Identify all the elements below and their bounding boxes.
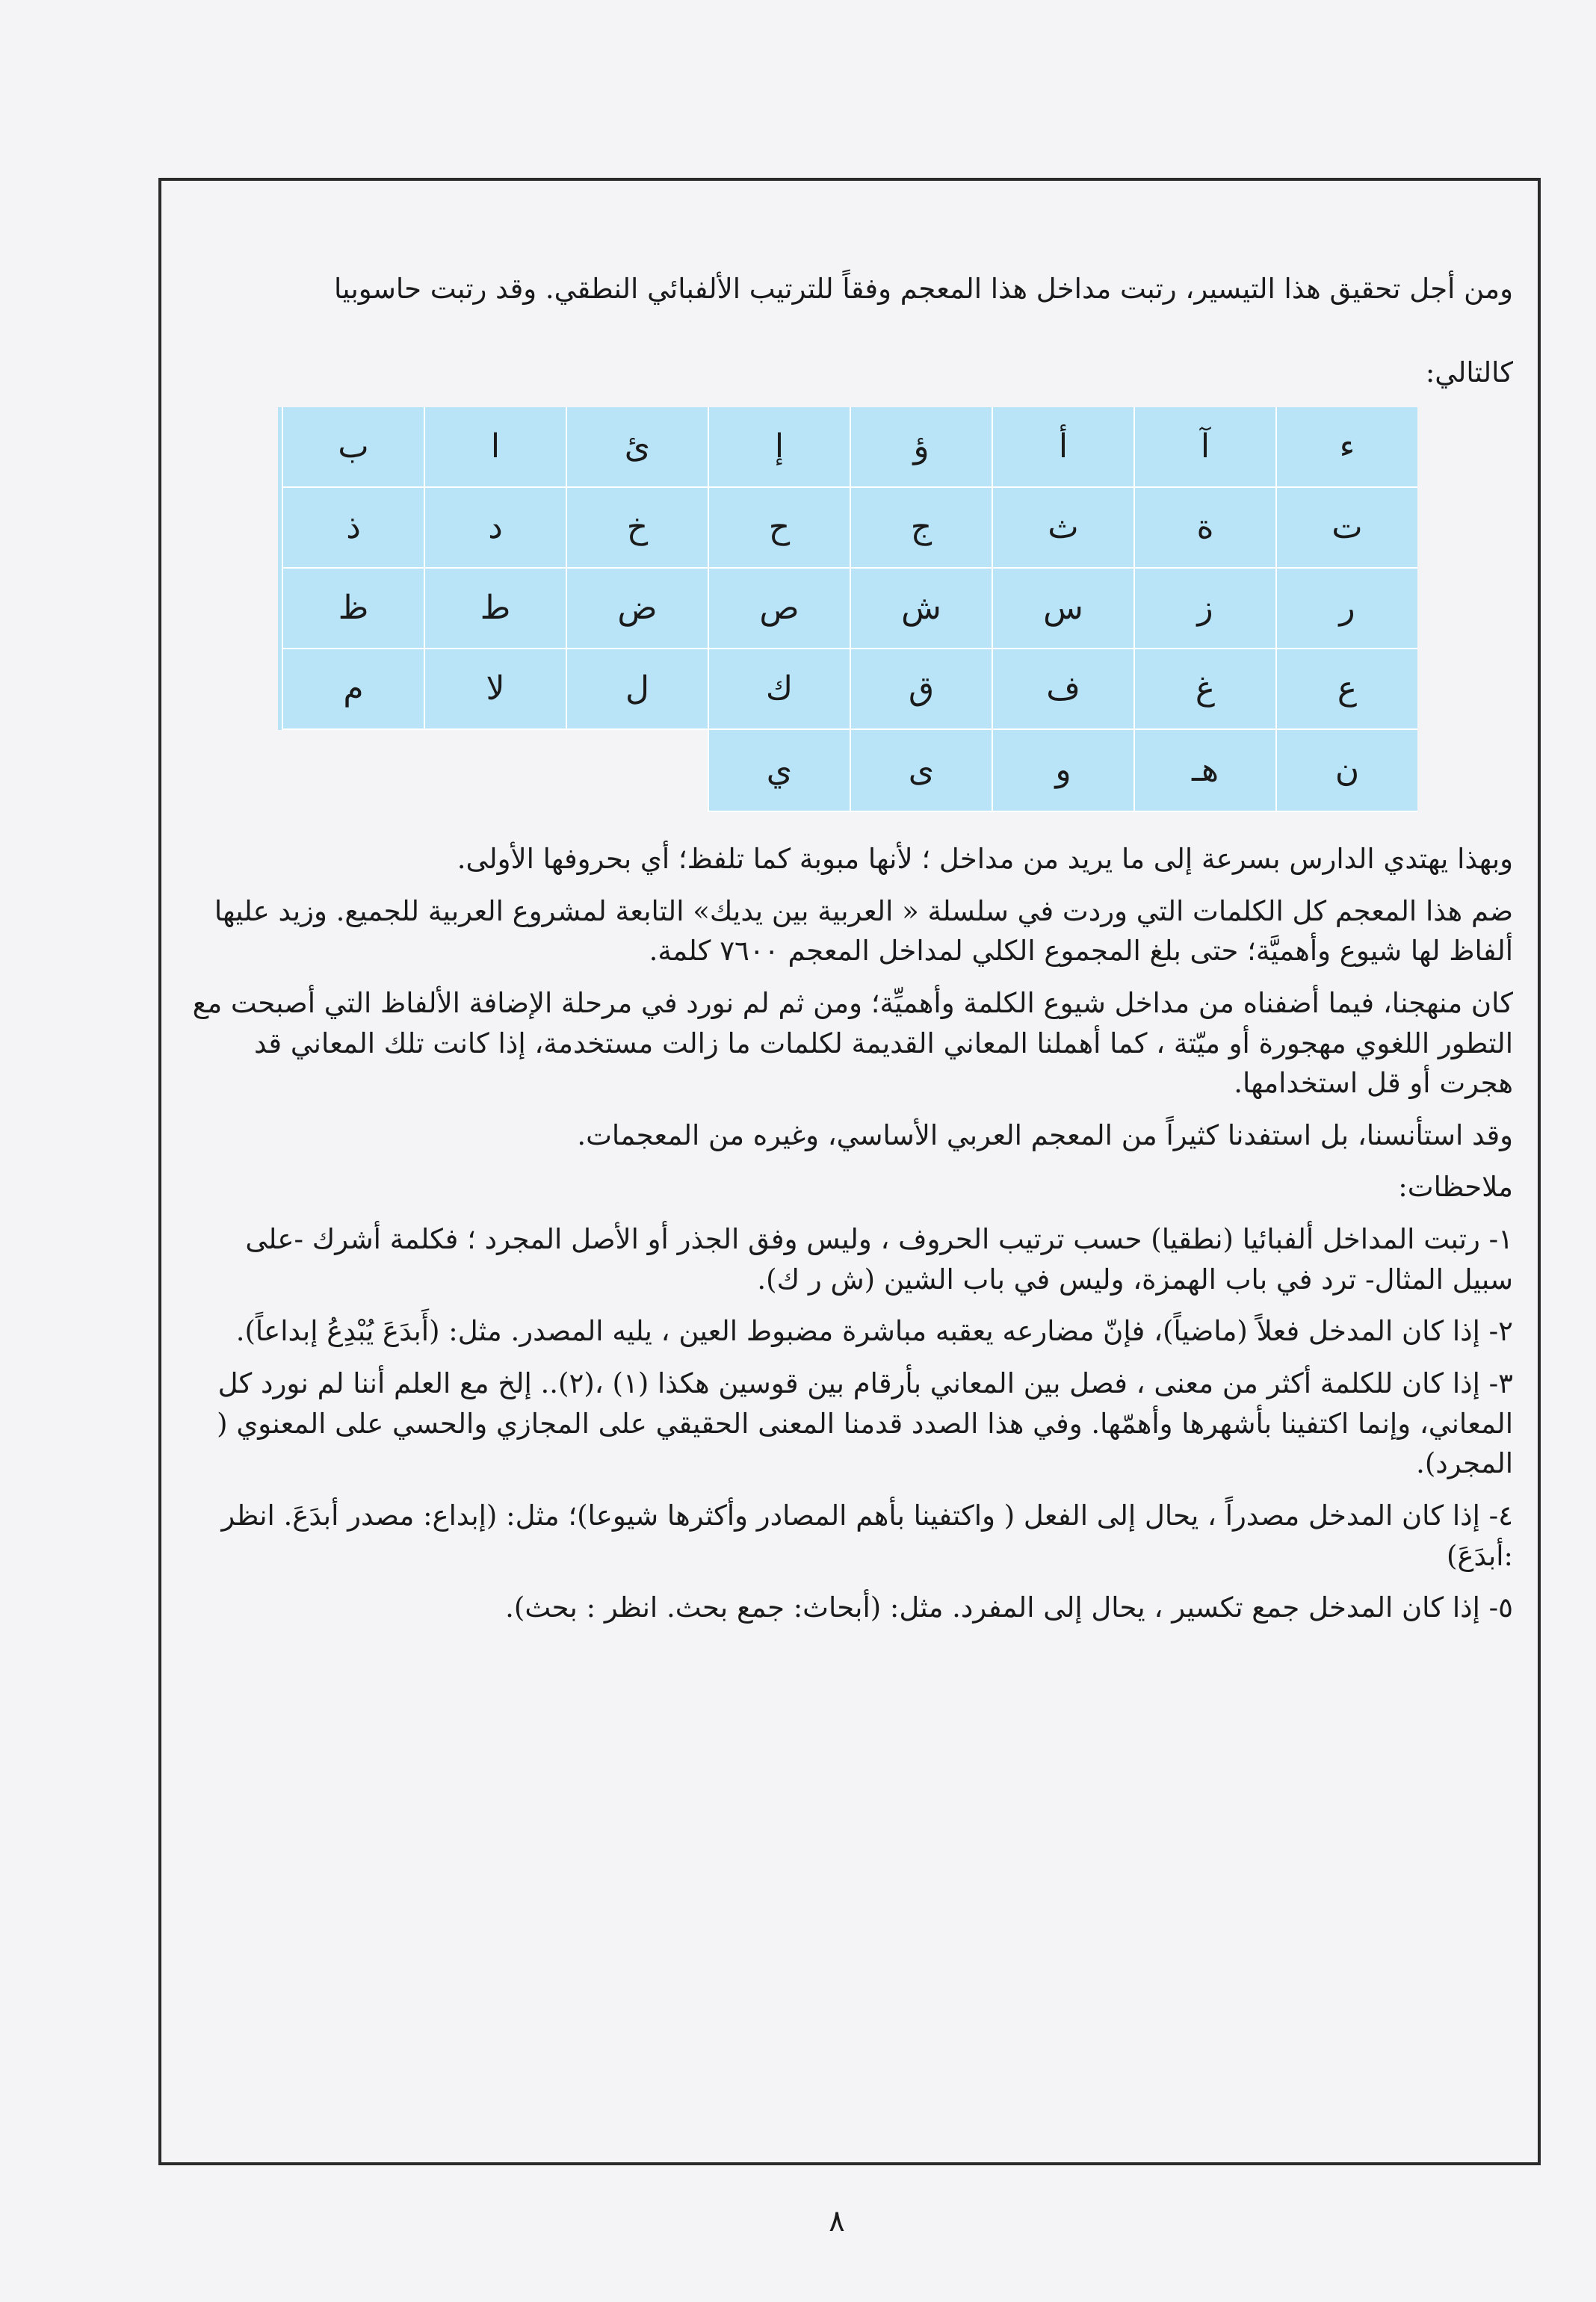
notes-title: ملاحظات: [1398, 1171, 1513, 1204]
alphabet-letter: ل [566, 649, 708, 730]
alphabet-letter: و [992, 730, 1133, 812]
alphabet-table-notch [278, 730, 708, 812]
paragraph: وقد استأنسنا، بل استفدنا كثيراً من المعجم العربي الأساسي، وغيره من المعجمات. [577, 1118, 1513, 1151]
alphabet-letter: م [282, 649, 424, 730]
note-item: ٢- إذا كان المدخل فعلاً (ماضياً)، فإنّ مضارعه يعقبه مباشرة مضبوط العين ، يليه المصدر. مثل: (أَبدَعَ يُبْدِعُ إبداعاً). [235, 1315, 1513, 1348]
alphabet-letter: ا [424, 407, 566, 488]
alphabet-letter: ج [850, 488, 992, 569]
alphabet-letter: أ [992, 407, 1133, 488]
alphabet-letter: ض [566, 569, 708, 649]
note-item: ١- رتبت المداخل ألفبائيا (نطقيا) حسب ترتيب الحروف ، وليس وفق الجذر أو الأصل المجرد ؛ فكلمة أشرك -على سبيل المثال- ترد في باب الهمزة، وليس في باب الشين (ش ر ك). [245, 1223, 1513, 1296]
alphabet-letter: ر [1275, 569, 1417, 649]
alphabet-letter: س [992, 569, 1133, 649]
paragraph: كان منهجنا، فيما أضفناه من مداخل شيوع الكلمة وأهميِّة؛ ومن ثم لم نورد في مرحلة الإضافة الألفاظ التي أصبحت مع التطور اللغوي مهجورة أو ميّتة ، كما أهملنا المعاني القديمة لكلمات ما زالت مستخدمة، إذا كانت تلك المعاني قد هجرت أو قل استخدامها. [192, 986, 1513, 1100]
alphabet-letter: ص [708, 569, 850, 649]
alphabet-letter: ذ [282, 488, 424, 569]
alphabet-letter: غ [1133, 649, 1275, 730]
alphabet-letter: ظ [282, 569, 424, 649]
alphabet-letter: ب [282, 407, 424, 488]
alphabet-letter: ة [1133, 488, 1275, 569]
alphabet-letter: ئ [566, 407, 708, 488]
alphabet-letter: هـ [1133, 730, 1275, 812]
note-item: ٣- إذا كان للكلمة أكثر من معنى ، فصل بين المعاني بأرقام بين قوسين هكذا (١) ،(٢).. إلخ مع العلم أننا لم نورد كل المعاني، وإنما اكتفينا بأشهرها وأهمّها. وفي هذا الصدد قدمنا المعنى الحقيقي على المجازي والحسي على المعنوي ( المجرد). [217, 1367, 1513, 1480]
intro-line-1: ومن أجل تحقيق هذا التيسير، رتبت مداخل هذا المعجم وفقاً للترتيب الألفبائي النطقي. وقد رتبت حاسوبيا [334, 273, 1513, 305]
note-item: ٥- إذا كان المدخل جمع تكسير ، يحال إلى المفرد. مثل: (أبحاث: جمع بحث. انظر : بحث). [505, 1591, 1513, 1624]
alphabet-letter: آ [1133, 407, 1275, 488]
alphabet-letter: ؤ [850, 407, 992, 488]
alphabet-letter: ك [708, 649, 850, 730]
alphabet-letter: ت [1275, 488, 1417, 569]
alphabet-grid [278, 407, 1417, 730]
alphabet-letter: ي [708, 730, 850, 812]
intro-line-2: كالتالي: [1425, 356, 1513, 389]
paragraph: وبهذا يهتدي الدارس بسرعة إلى ما يريد من مداخل ؛ لأنها مبوبة كما تلفظ؛ أي بحروفها الأولى. [457, 843, 1513, 875]
paragraph: ضم هذا المعجم كل الكلمات التي وردت في سلسلة « العربية بين يديك» التابعة لمشروع العربية للجميع. وزيد عليها ألفاظ لها شيوع وأهميَّة؛ حتى بلغ المجموع الكلي لمداخل المعجم ٧٦٠٠ كلمة. [214, 894, 1513, 968]
alphabet-letter: خ [566, 488, 708, 569]
alphabet-letter: ف [992, 649, 1133, 730]
alphabet-letter: إ [708, 407, 850, 488]
alphabet-letter: ط [424, 569, 566, 649]
note-item: ٤- إذا كان المدخل مصدراً ، يحال إلى الفعل ( واكتفينا بأهم المصادر وأكثرها شيوعا)؛ مثل: (إبداع: مصدر أبدَعَ. انظر :أبدَعَ) [221, 1499, 1513, 1572]
alphabet-letter: ع [1275, 649, 1417, 730]
alphabet-letter: ق [850, 649, 992, 730]
page-number: ٨ [829, 2204, 845, 2238]
alphabet-letter: ء [1275, 407, 1417, 488]
alphabet-letter: ن [1275, 730, 1417, 812]
alphabet-letter: ح [708, 488, 850, 569]
alphabet-letter: د [424, 488, 566, 569]
alphabet-letter: ى [850, 730, 992, 812]
alphabet-letter: ز [1133, 569, 1275, 649]
body-text [187, 839, 1513, 1640]
alphabet-order-table [278, 407, 1417, 812]
alphabet-last-row [708, 730, 1417, 812]
alphabet-letter: لا [424, 649, 566, 730]
alphabet-letter: ش [850, 569, 992, 649]
alphabet-letter: ث [992, 488, 1133, 569]
